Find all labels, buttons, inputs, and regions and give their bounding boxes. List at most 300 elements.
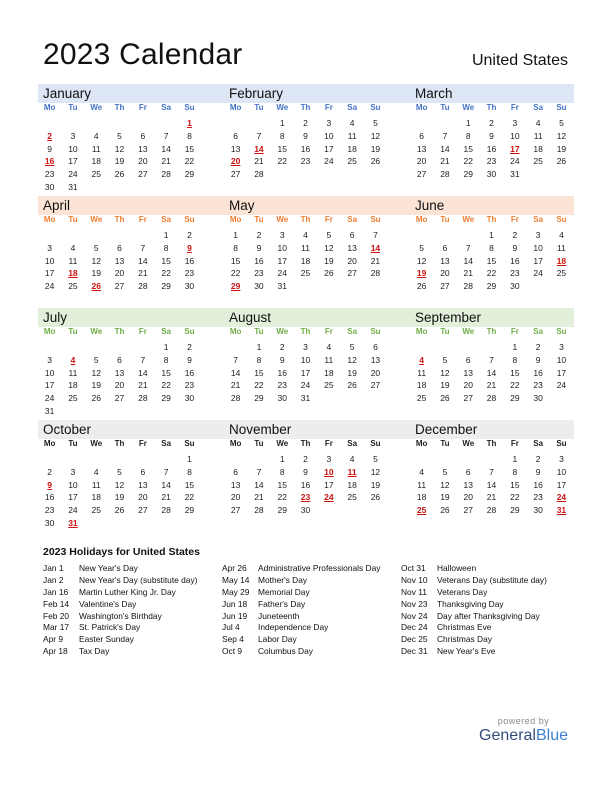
day-cell: 30 [44, 181, 55, 192]
day-cell: 22 [277, 156, 287, 167]
holiday-day-cell: 2 [47, 130, 53, 141]
month-march [410, 84, 574, 196]
day-cell: 2 [303, 454, 308, 464]
day-cell: 4 [70, 242, 76, 253]
day-cell: 9 [489, 130, 494, 141]
day-cell: 6 [419, 130, 425, 141]
holiday-date: Apr 18 [43, 646, 68, 657]
day-cell: 14 [463, 255, 473, 266]
day-cell: 31 [300, 393, 311, 404]
empty-cell [38, 117, 61, 130]
day-cell: 2 [535, 454, 541, 464]
day-cell: 18 [68, 380, 78, 391]
empty-cell [85, 405, 108, 418]
month-name: August [224, 308, 410, 327]
day-cell: 21 [486, 492, 497, 503]
holiday-item [401, 575, 547, 587]
weekday-label: Fr [324, 215, 333, 224]
holiday-item [43, 611, 197, 623]
empty-cell [85, 517, 108, 530]
empty-cell [178, 405, 201, 418]
holiday-date: Dec 31 [401, 646, 428, 657]
week-row [410, 117, 574, 130]
day-cell: 22 [161, 268, 171, 279]
day-cell: 3 [47, 242, 53, 253]
day-cell: 28 [370, 268, 381, 279]
weekday-label: Tu [68, 215, 78, 224]
day-cell: 28 [486, 393, 497, 404]
empty-cell [480, 453, 503, 466]
day-cell: 22 [510, 380, 520, 391]
month-december [410, 420, 574, 532]
day-cell: 6 [373, 342, 378, 352]
holiday-day-cell: 14 [370, 242, 381, 253]
day-cell: 28 [440, 169, 450, 180]
week-row [38, 181, 224, 194]
weekday-label: Mo [229, 103, 242, 112]
empty-cell [38, 229, 61, 242]
day-cell: 19 [114, 156, 125, 167]
day-cell: 2 [279, 342, 285, 352]
day-cell: 15 [277, 479, 287, 490]
day-cell: 11 [557, 242, 566, 253]
weekday-label: Su [184, 215, 195, 224]
month-name: January [38, 84, 224, 103]
weekday-label: Fr [138, 215, 147, 224]
day-cell: 8 [489, 242, 494, 253]
week-row [224, 392, 410, 405]
day-cell: 28 [486, 505, 497, 516]
weekday-label: Mo [43, 103, 56, 112]
weekday-header [224, 215, 410, 229]
day-cell: 9 [47, 143, 53, 154]
day-cell: 13 [463, 367, 473, 378]
holiday-day-cell: 1 [187, 118, 192, 128]
day-cell: 31 [68, 181, 78, 192]
weekday-label: Th [300, 103, 311, 112]
week-row [410, 453, 574, 466]
day-cell: 9 [303, 130, 308, 141]
day-cell: 21 [230, 380, 241, 391]
weekday-label: We [276, 103, 289, 112]
holiday-name: Father's Day [258, 598, 306, 609]
day-cell: 18 [91, 492, 101, 503]
month-name: December [410, 420, 574, 439]
empty-cell [457, 229, 480, 242]
month-name: February [224, 84, 410, 103]
day-cell: 3 [535, 230, 541, 240]
day-cell: 21 [161, 156, 171, 167]
day-cell: 2 [187, 342, 192, 352]
holiday-column-1 [43, 563, 197, 658]
quarter-row [38, 420, 574, 532]
holiday-item [43, 575, 197, 587]
day-cell: 4 [93, 466, 99, 477]
weekday-label: Sa [533, 439, 544, 448]
weekday-header [410, 215, 574, 229]
day-cell: 11 [417, 479, 427, 490]
weekday-label: Th [300, 215, 311, 224]
empty-cell [294, 168, 317, 181]
day-cell: 9 [256, 242, 262, 253]
holiday-item [43, 646, 197, 658]
day-cell: 6 [117, 242, 122, 253]
week-row [410, 367, 574, 380]
weekday-label: Sa [161, 327, 172, 336]
day-cell: 13 [370, 354, 381, 365]
day-cell: 7 [163, 466, 169, 477]
empty-cell [340, 504, 363, 517]
day-cell: 2 [303, 118, 308, 128]
holidays-title: 2023 Holidays for United States [43, 546, 200, 558]
day-cell: 16 [510, 255, 520, 266]
month-january [38, 84, 224, 196]
empty-cell [526, 168, 549, 181]
empty-cell [340, 392, 363, 405]
day-cell: 27 [230, 505, 241, 516]
day-cell: 22 [230, 268, 241, 279]
month-may [224, 196, 410, 308]
holiday-day-cell: 11 [347, 466, 357, 477]
day-cell: 6 [442, 242, 448, 253]
weekday-label: Mo [43, 215, 56, 224]
holiday-date: Nov 24 [401, 610, 428, 621]
weekday-header [38, 103, 224, 117]
month-july [38, 308, 224, 420]
day-cell: 1 [512, 454, 518, 464]
day-cell: 15 [510, 367, 520, 378]
weekday-label: Su [556, 327, 567, 336]
day-cell: 17 [68, 492, 78, 503]
day-cell: 7 [442, 130, 448, 141]
empty-cell [154, 117, 177, 130]
day-cell: 3 [559, 454, 564, 464]
day-cell: 30 [254, 281, 264, 292]
day-cell: 22 [184, 156, 195, 167]
week-row [410, 155, 574, 168]
day-cell: 5 [117, 130, 122, 141]
weekday-label: Su [556, 103, 567, 112]
day-cell: 29 [510, 505, 520, 516]
day-cell: 26 [370, 492, 381, 503]
empty-cell [131, 341, 154, 354]
day-cell: 4 [349, 118, 355, 128]
weekday-label: Fr [324, 439, 333, 448]
holiday-day-cell: 18 [556, 255, 567, 266]
week-row [410, 267, 574, 280]
holiday-date: Nov 10 [401, 574, 428, 585]
week-row [410, 280, 574, 293]
holiday-date: Nov 11 [401, 586, 427, 597]
weekday-header [410, 439, 574, 453]
month-april [38, 196, 224, 308]
day-cell: 27 [463, 393, 473, 404]
day-cell: 22 [463, 156, 473, 167]
weekday-label: Sa [161, 215, 172, 224]
week-row [224, 504, 410, 517]
day-cell: 15 [254, 367, 264, 378]
day-cell: 3 [70, 466, 76, 477]
day-cell: 26 [114, 169, 125, 180]
weekday-label: We [90, 103, 103, 112]
weekday-label: We [462, 103, 475, 112]
weekday-label: Tu [254, 215, 264, 224]
day-cell: 25 [347, 156, 357, 167]
week-row [38, 354, 224, 367]
day-cell: 30 [510, 281, 520, 292]
holiday-name: Valentine's Day [79, 598, 137, 609]
day-cell: 5 [349, 342, 355, 352]
day-cell: 11 [68, 255, 78, 266]
weekday-label: Th [300, 327, 311, 336]
holiday-day-cell: 29 [230, 281, 241, 292]
empty-cell [271, 168, 294, 181]
day-cell: 22 [277, 492, 287, 503]
week-row [410, 143, 574, 156]
day-cell: 8 [233, 242, 239, 253]
day-cell: 3 [326, 454, 332, 464]
day-cell: 22 [161, 380, 171, 391]
weekday-label: We [276, 327, 289, 336]
day-cell: 26 [416, 281, 427, 292]
holiday-name: Christmas Eve [437, 622, 492, 633]
day-cell: 11 [417, 367, 427, 378]
day-cell: 25 [556, 268, 567, 279]
week-row [224, 453, 410, 466]
day-cell: 31 [277, 281, 287, 292]
day-cell: 1 [279, 118, 285, 128]
week-row [38, 453, 224, 466]
day-cell: 21 [440, 156, 450, 167]
day-cell: 7 [465, 242, 471, 253]
day-cell: 1 [163, 342, 169, 352]
weekday-label: Mo [415, 439, 428, 448]
day-cell: 14 [161, 479, 171, 490]
weekday-label: Fr [324, 327, 333, 336]
holiday-day-cell: 4 [419, 354, 425, 365]
weekday-label: Th [300, 439, 311, 448]
holiday-date: Sep 4 [222, 634, 244, 645]
day-cell: 15 [463, 143, 473, 154]
holiday-item [43, 599, 197, 611]
week-row [224, 354, 410, 367]
weekday-label: Mo [415, 215, 428, 224]
day-cell: 27 [114, 281, 125, 292]
day-cell: 7 [489, 354, 494, 365]
day-cell: 6 [140, 466, 146, 477]
day-cell: 21 [254, 156, 264, 167]
week-row [38, 341, 224, 354]
day-cell: 19 [347, 367, 357, 378]
day-cell: 29 [161, 393, 171, 404]
empty-cell [410, 453, 433, 466]
quarter-row [38, 196, 574, 308]
day-cell: 31 [44, 405, 55, 416]
day-cell: 10 [556, 354, 567, 365]
month-september [410, 308, 574, 420]
empty-cell [61, 405, 84, 418]
empty-cell [154, 453, 177, 466]
holiday-name: Memorial Day [258, 586, 310, 597]
empty-cell [364, 168, 387, 181]
weekday-label: Sa [161, 103, 172, 112]
weekday-header [224, 439, 410, 453]
day-cell: 13 [114, 367, 125, 378]
day-cell: 19 [114, 492, 125, 503]
weekday-label: Sa [161, 439, 172, 448]
day-cell: 3 [559, 342, 564, 352]
week-row [224, 168, 410, 181]
weekday-label: Fr [510, 439, 519, 448]
holiday-day-cell: 19 [416, 268, 427, 279]
weekday-label: Th [486, 327, 497, 336]
weekday-label: Tu [440, 327, 450, 336]
week-row [224, 130, 410, 143]
empty-cell [61, 117, 84, 130]
day-cell: 27 [370, 380, 381, 391]
holiday-day-cell: 16 [44, 156, 55, 167]
day-cell: 3 [303, 342, 308, 352]
week-row [224, 155, 410, 168]
empty-cell [317, 280, 340, 293]
weekday-label: Sa [347, 327, 358, 336]
empty-cell [61, 341, 84, 354]
day-cell: 30 [44, 517, 55, 528]
day-cell: 29 [277, 505, 287, 516]
day-cell: 18 [91, 156, 101, 167]
day-cell: 6 [349, 230, 355, 240]
week-row [224, 479, 410, 492]
day-cell: 28 [463, 281, 473, 292]
day-cell: 16 [533, 479, 543, 490]
day-cell: 4 [326, 342, 332, 352]
week-row [38, 392, 224, 405]
weekday-label: Su [556, 215, 567, 224]
day-cell: 1 [279, 454, 285, 464]
day-cell: 7 [233, 354, 239, 365]
holiday-day-cell: 9 [47, 479, 53, 490]
brand-logo [479, 716, 568, 745]
page-title: 2023 Calendar [43, 38, 243, 71]
week-row [224, 280, 410, 293]
holiday-name: Washington's Birthday [79, 610, 162, 621]
day-cell: 26 [324, 268, 334, 279]
weekday-label: Fr [138, 439, 147, 448]
empty-cell [550, 168, 573, 181]
weekday-label: Su [184, 103, 195, 112]
day-cell: 12 [347, 354, 357, 365]
week-row [38, 280, 224, 293]
empty-cell [433, 341, 456, 354]
week-row [224, 267, 410, 280]
holiday-date: Oct 31 [401, 563, 426, 573]
holiday-date: Jul 4 [222, 622, 240, 633]
week-row [410, 504, 574, 517]
day-cell: 8 [256, 354, 262, 365]
holiday-item [43, 634, 197, 646]
empty-cell [433, 117, 456, 130]
holiday-item [43, 563, 197, 575]
holiday-name: Juneteenth [258, 610, 300, 621]
day-cell: 18 [324, 367, 334, 378]
day-cell: 21 [161, 492, 171, 503]
day-cell: 15 [230, 255, 241, 266]
day-cell: 23 [300, 156, 311, 167]
empty-cell [108, 405, 131, 418]
day-cell: 2 [535, 342, 541, 352]
month-name: May [224, 196, 410, 215]
holiday-item [401, 611, 547, 623]
day-cell: 24 [510, 156, 520, 167]
empty-cell [317, 168, 340, 181]
day-cell: 6 [465, 354, 471, 365]
month-name: June [410, 196, 574, 215]
day-cell: 30 [184, 281, 195, 292]
weekday-label: Mo [43, 439, 56, 448]
weekday-header [38, 439, 224, 453]
day-cell: 3 [279, 230, 285, 240]
empty-cell [38, 453, 61, 466]
week-row [410, 379, 574, 392]
day-cell: 6 [233, 130, 239, 141]
holiday-date: Nov 23 [401, 598, 428, 609]
weekday-label: Mo [415, 103, 428, 112]
day-cell: 21 [138, 268, 148, 279]
day-cell: 19 [440, 492, 450, 503]
day-cell: 18 [533, 143, 543, 154]
day-cell: 29 [510, 393, 520, 404]
day-cell: 21 [254, 492, 264, 503]
day-cell: 18 [347, 479, 357, 490]
day-cell: 8 [465, 130, 471, 141]
holiday-column-3 [401, 563, 547, 658]
empty-cell [224, 341, 247, 354]
day-cell: 24 [44, 281, 55, 292]
day-cell: 19 [370, 479, 381, 490]
empty-cell [131, 117, 154, 130]
calendar-grid [38, 84, 574, 532]
week-row [410, 168, 574, 181]
day-cell: 15 [161, 255, 171, 266]
day-cell: 24 [300, 380, 311, 391]
holiday-name: New Year's Day [79, 563, 138, 573]
holiday-date: Feb 20 [43, 610, 70, 621]
day-cell: 16 [300, 479, 311, 490]
day-cell: 13 [440, 255, 450, 266]
holiday-name: Administrative Professionals Day [258, 563, 381, 573]
day-cell: 19 [370, 143, 381, 154]
holiday-item [401, 587, 547, 599]
day-cell: 15 [486, 255, 497, 266]
empty-cell [108, 517, 131, 530]
day-cell: 17 [44, 268, 55, 279]
empty-cell [364, 392, 387, 405]
month-february [224, 84, 410, 196]
empty-cell [85, 229, 108, 242]
holiday-date: Jan 16 [43, 586, 69, 597]
empty-cell [340, 280, 363, 293]
holiday-item [43, 622, 197, 634]
day-cell: 20 [138, 492, 148, 503]
day-cell: 31 [510, 169, 520, 180]
empty-cell [526, 280, 549, 293]
day-cell: 25 [324, 380, 334, 391]
empty-cell [224, 453, 247, 466]
day-cell: 3 [326, 118, 332, 128]
brand-name [479, 727, 568, 745]
week-row [38, 117, 224, 130]
empty-cell [457, 453, 480, 466]
